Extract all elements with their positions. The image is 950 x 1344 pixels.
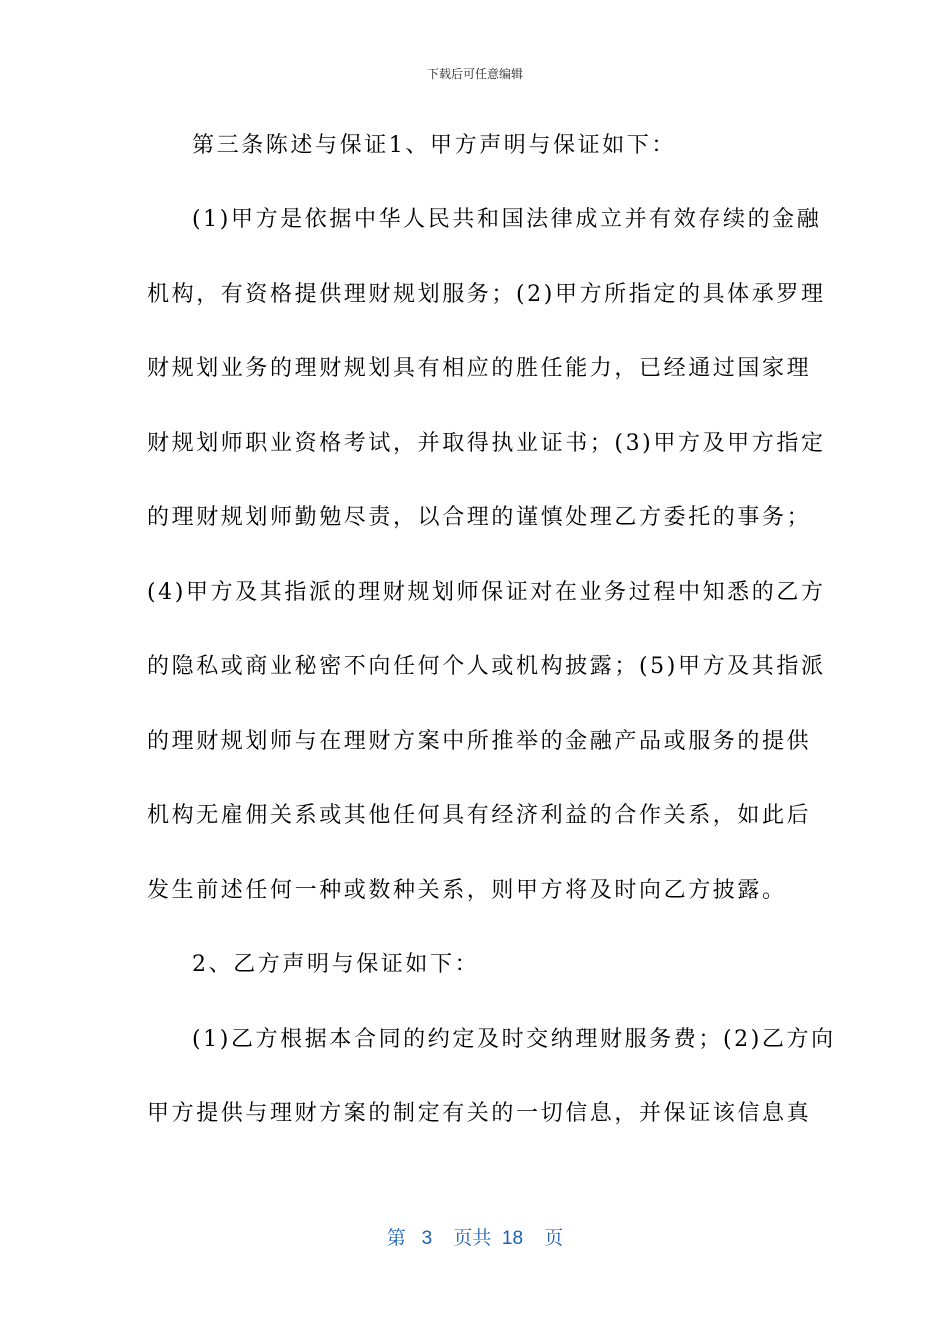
body-line: 2、乙方声明与保证如下：: [192, 952, 480, 977]
footer-suffix: 页: [544, 1228, 564, 1249]
footer-total-pages: 18: [501, 1228, 524, 1249]
body-line: 第三条陈述与保证1、甲方声明与保证如下：: [192, 133, 676, 158]
body-line: 财规划师职业资格考试，并取得执业证书；(3)甲方及甲方指定: [147, 431, 826, 456]
header-note: 下载后可任意编辑: [426, 67, 523, 81]
body-line: 的隐私或商业秘密不向任何个人或机构披露；(5)甲方及其指派: [147, 654, 826, 679]
body-line: 甲方提供与理财方案的制定有关的一切信息，并保证该信息真: [147, 1101, 812, 1126]
footer-middle: 页共: [453, 1228, 492, 1249]
body-line: 的理财规划师与在理财方案中所推举的金融产品或服务的提供: [147, 729, 812, 754]
body-line: 的理财规划师勤勉尽责，以合理的谨慎处理乙方委托的事务；: [147, 505, 812, 530]
body-line: (1)乙方根据本合同的约定及时交纳理财服务费；(2)乙方向: [192, 1027, 836, 1052]
body-line: 发生前述任何一种或数种关系，则甲方将及时向乙方披露。: [147, 878, 787, 903]
body-line: (1)甲方是依据中华人民共和国法律成立并有效存续的金融: [192, 207, 822, 232]
page-footer: [0, 1226, 950, 1252]
body-line: 机构，有资格提供理财规划服务；(2)甲方所指定的具体承罗理: [147, 282, 826, 307]
footer-current-page: 3: [421, 1228, 433, 1249]
body-line: 财规划业务的理财规划具有相应的胜任能力，已经通过国家理: [147, 356, 812, 381]
body-line: (4)甲方及其指派的理财规划师保证对在业务过程中知悉的乙方: [147, 580, 826, 605]
body-line: 机构无雇佣关系或其他任何具有经济利益的合作关系，如此后: [147, 803, 812, 828]
footer-prefix: 第: [386, 1228, 406, 1249]
